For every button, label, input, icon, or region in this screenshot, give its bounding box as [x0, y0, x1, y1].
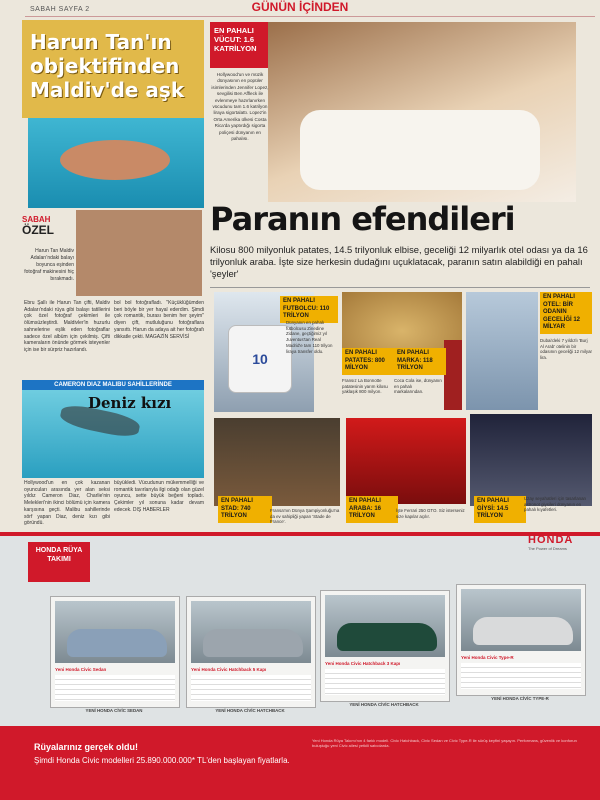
cameron-body-col2: büyükledi. Vücudunun mükemmelliği ve romantik tavırlarıyla ilgi odağı olan güzel oyuncu, sette büyük beğeni topladı. Çekimler yıl sonuna kadar devam edecek. DIŞ HABERLER — [114, 480, 204, 513]
honda-slogan: The Power of Dreams — [528, 546, 567, 551]
honda-logo: HONDA — [528, 534, 574, 546]
lopez-caption: Hollywood'un ve müzik dünyasının en popüler isimlerinden Jennifer Lopez, sevgilisi Ben Affleck ile evlenmeye hazırlanırken vücudunu tam 1.6 katrilyon liraya sigortalattı. Lopez'in Orta Amerika ülkesi Costa Rica'da yaptırdığı sigorta poliçesi dünyanın en pahalısı. — [211, 72, 269, 142]
car-shape — [203, 629, 303, 657]
car-card-hatch3 — [320, 590, 450, 702]
footballer-text: Dünyanın en pahalı futbolcusu Zinedine Zidane, geçtiğimiz yıl Juventus'tan Real Madrid'e tam 110 trilyon liraya transfer oldu. — [286, 320, 333, 354]
potato-text: Fransız La Bonnotte patatesinin yarım kilosu yaklaşık 800 milyon. — [342, 378, 388, 395]
car-name: Yeni Honda Civic Type-R — [461, 655, 514, 660]
pool-face — [60, 140, 170, 180]
car-caption-hatch5: YENİ HONDA CİVİC HATCHBACK — [215, 708, 285, 713]
car-spec-table — [191, 675, 311, 701]
stadium-text: Fransa'nın Dünya Şampiyonluğu'na da ev sahipliği yapan 'Stade de France'. — [270, 508, 340, 525]
car-caption-typer: YENİ HONDA CİVİC TYPE-R — [491, 696, 549, 701]
honda-badge: HONDA RÜYA TAKIMI — [28, 542, 90, 582]
suit-text: Uzay seyahatleri için tasarlanan astronot giysileri dünyanın en pahalı kıyafetleri. — [524, 496, 586, 513]
car-name: Yeni Honda Civic Hatchback 3 Kapı — [325, 661, 401, 666]
harun-headline: Harun Tan'ın objektifinden Maldiv'de aşk — [30, 30, 185, 102]
towel-shape — [300, 110, 540, 190]
car-spec-table — [325, 669, 445, 695]
potato-label: EN PAHALI PATATES: 800 MİLYON — [342, 348, 394, 375]
subtitle-divider — [210, 287, 590, 288]
car-photo — [325, 595, 445, 657]
harun-body-col1: Ebru Şallı ile Harun Tan çifti, Maldiv Adaları'ndaki rüya gibi balayı tatillerini çok özel fotoğraf çekimleri ile ölümsüzleştirdi. Maldivler'in huzurlu sahnelerine eşlik eden fotoğraflar sadece özel albüm için çekilmiş. Çifti kameraların önünde görmek isteyenler için ise bir sürpriz hazırlandı. — [24, 300, 110, 353]
car-shape — [337, 623, 437, 651]
car-text: İşte Ferrari 250 GTO. Siz isterseniz size kapılar açılır. — [396, 508, 465, 519]
deniz-kizi-title: Deniz kızı — [88, 394, 172, 412]
couple-caption: Harun Tan Maldiv Adaları'ndaki balayı boyunca eşinden fotoğraf makinesini hiç bırakmadı. — [24, 248, 74, 282]
astronaut-photo — [470, 414, 592, 506]
couple-photo — [76, 210, 202, 296]
cameron-bar: CAMERON DIAZ MALIBU SAHİLLERİNDE — [22, 380, 204, 390]
car-photo — [55, 601, 175, 663]
main-subtitle: Kilosu 800 milyonluk patates, 14.5 trilyonluk elbise, geceliği 12 milyarlık otel odası ya da 16 trilyonluk araba. İşte size herkesin dudağını uçuklatacak, paranın satın alabildiği en pahalı 'şeyler' — [210, 244, 588, 279]
main-headline: Paranın efendileri — [210, 200, 515, 238]
page-label: SABAH SAYFA 2 — [30, 6, 90, 13]
car-caption-hatch3: YENİ HONDA CİVİC HATCHBACK — [349, 702, 419, 707]
car-name: Yeni Honda Civic Hatchback 5 Kapı — [191, 667, 267, 672]
sabah-tag-brand: SABAH — [22, 215, 51, 224]
car-spec-table — [461, 663, 581, 689]
footballer-label: EN PAHALI FUTBOLCU: 110 TRİLYON — [280, 296, 338, 323]
header-divider — [25, 16, 595, 17]
sabah-ozel-tag — [22, 214, 74, 236]
ad-headline: Rüyalarınız gerçek oldu! — [34, 742, 139, 752]
hotel-text: Dubai'deki 7 yıldızlı 'Burj Al Arab' otelinin bir odasının geceliği 12 milyar lira. — [540, 338, 592, 361]
suit-label: EN PAHALI GİYSİ: 14.5 TRİLYON — [474, 496, 526, 523]
car-card-sedan — [50, 596, 180, 708]
car-photo — [461, 589, 581, 651]
car-card-hatch5 — [186, 596, 316, 708]
harun-body-col2: bol bol fotoğrafladı. "Küçüklüğümden beri böyle bir yer hayal ederdim. Şimdi çok romantik, burası benim her şeyim" diyen çift, mutluluğunu fotoğraflara yansıttı. Harun da adaya ait her fotoğrafı dikkatle çekti. MAGAZİN SERVİSİ — [114, 300, 204, 340]
car-shape — [473, 617, 573, 645]
car-name: Yeni Honda Civic Sedan — [55, 667, 107, 672]
car-photo — [191, 601, 311, 663]
sabah-tag-label: ÖZEL — [22, 223, 54, 237]
cameron-body-col1: Hollywood'un en çok kazanan oyuncuları arasında yer alan seksi yıldız Cameron Diaz, Charlie'nin Melekleri'nin ikinci bölümü için kamera karşısına geçti. Malibu sahillerinde sörf yapan Diaz, deniz kızı gibi göründü. — [24, 480, 110, 527]
car-card-typer — [456, 584, 586, 696]
stadium-label: EN PAHALI STAD: 740 TRİLYON — [218, 496, 272, 523]
car-label: EN PAHALI ARABA: 16 TRİLYON — [346, 496, 398, 523]
stadium-photo — [214, 418, 340, 506]
ferrari-photo — [346, 418, 466, 504]
car-spec-table — [55, 675, 175, 701]
football-shirt: 10 — [228, 325, 292, 393]
car-shape — [67, 629, 167, 657]
section-title: GÜNÜN İÇİNDEN — [251, 0, 349, 14]
car-caption-sedan: YENİ HONDA CİVİC SEDAN — [85, 708, 143, 713]
ad-fine-print: Yeni Honda Rüya Takımı'nın 4 farklı modeli. Civic Hatchback, Civic Sedan ve Civic Type-R ile sürüş keyfini yaşayın. Performans, güvenlik ve konforun buluştuğu yeni Civic ailesi yetkili satıcılarda. — [312, 738, 577, 748]
bottle-photo — [444, 340, 462, 410]
brand-label: EN PAHALI MARKA: 118 TRİLYON — [394, 348, 446, 375]
vucut-label: EN PAHALI VÜCUT: 1.6 KATRİLYON — [210, 22, 268, 68]
hotel-photo — [466, 292, 538, 410]
brand-text: Coca Cola ise, dünyanın en pahalı markalarından. — [394, 378, 442, 395]
hotel-label: EN PAHALI OTEL: BİR ODANIN GECELİĞİ 12 MİLYAR — [540, 292, 592, 334]
ad-price-line: Şimdi Honda Civic modelleri 25.890.000.000* TL'den başlayan fiyatlarla. — [34, 756, 290, 765]
